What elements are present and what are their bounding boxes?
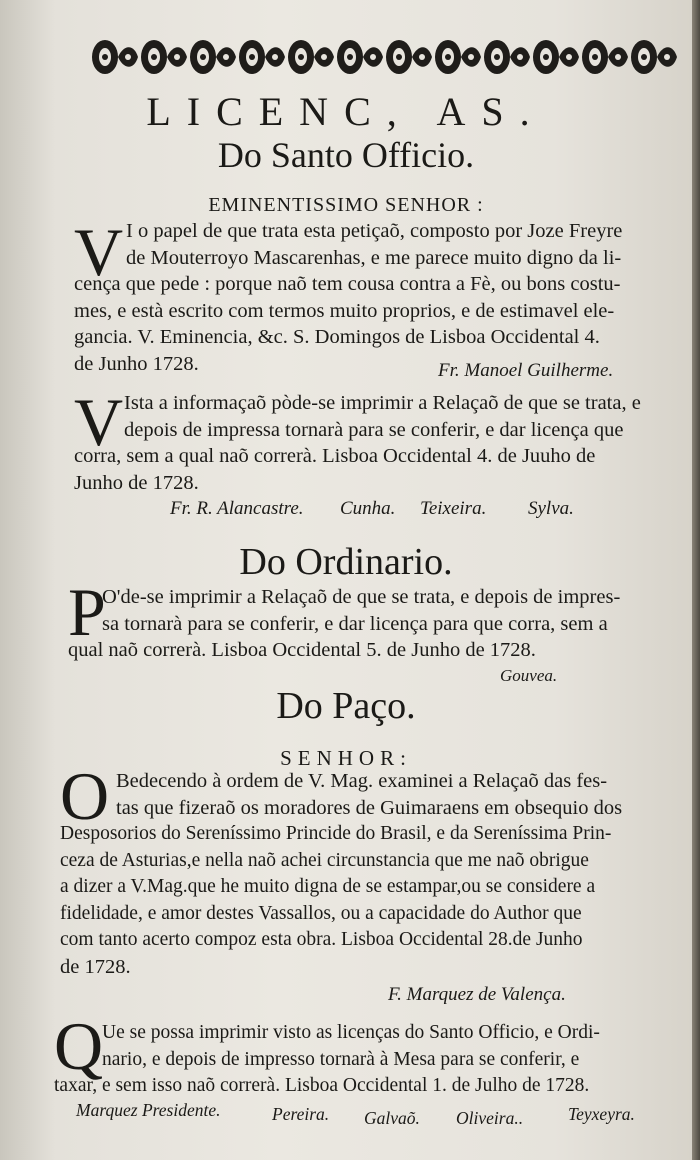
text-line: qual naõ correrà. Lisboa Occidental 5. de Junho de 1728. — [68, 639, 536, 661]
text-line: Ue se possa imprimir visto as licenças do Santo Officio, e Ordi- — [102, 1022, 600, 1043]
book-spine-edge — [692, 0, 700, 1160]
text-line: O'de-se imprimir a Relaçaõ de que se trata, e depois de impres- — [102, 586, 621, 608]
salutation: SENHOR: — [280, 746, 412, 770]
signature: Oliveira.. — [456, 1108, 524, 1128]
text-line: a dizer a V.Mag.que he muito digna de se estampar,ou se considere a — [60, 876, 596, 897]
text-line: gancia. V. Eminencia, &c. S. Domingos de Lisboa Occidental 4. — [74, 326, 600, 348]
ornamental-header-band — [90, 30, 680, 84]
signature: Teyxeyra. — [568, 1104, 635, 1124]
text-line: Junho de 1728. — [74, 471, 199, 494]
signature: Gouvea. — [500, 666, 558, 685]
text-line: tas que fizeraõ os moradores de Guimaraens em obsequio dos — [116, 796, 623, 819]
signature: Galvaõ. — [364, 1108, 420, 1128]
text-line: mes, e està escrito com termos muito proprios, e de estimavel ele- — [74, 299, 615, 322]
text-line: nario, e depois de impresso tornarà à Mesa para se conferir, e — [102, 1048, 580, 1070]
text-line: taxar, e sem isso naõ correrà. Lisboa Occidental 1. de Julho de 1728. — [54, 1075, 590, 1096]
text-line: fidelidade, e amor destes Vassallos, ou a capacidade do Author que — [60, 902, 582, 924]
text-line: de Mouterroyo Mascarenhas, e me parece muito digno da li- — [126, 246, 622, 269]
text-line: Bedecendo à ordem de V. Mag. examinei a Relaçaõ das fes- — [116, 770, 608, 792]
page-title: LICENC, AS. — [146, 89, 546, 134]
dropcap: V — [74, 214, 124, 290]
page-subtitle: Do Santo Officio. — [217, 135, 475, 175]
paragraph-santo-officio — [74, 214, 623, 377]
signature: Sylva. — [528, 498, 574, 519]
section-heading-ordinario: Do Ordinario. — [239, 541, 453, 583]
signature: Cunha. — [340, 498, 396, 519]
signature: Pereira. — [272, 1104, 330, 1124]
paragraph-mesa — [54, 1020, 600, 1100]
text-line: de 1728. — [60, 955, 131, 978]
text-line: depois de impressa tornarà para se conferir, e dar licença que — [124, 418, 624, 441]
text-line: Ista a informaçaõ pòde-se imprimir a Relaçaõ de que se trata, e — [124, 392, 641, 414]
dropcap: V — [74, 384, 124, 460]
text-line: Desposorios do Sereníssimo Princide do Brasil, e da Sereníssima Prin- — [60, 823, 612, 844]
dropcap: Q — [54, 1008, 104, 1084]
text-line: com tanto acerto compoz esta obra. Lisboa Occidental 28.de Junho — [60, 929, 583, 950]
section-heading-paco: Do Paço. — [276, 685, 416, 727]
text-line: I o papel de que trata esta petiçaõ, composto por Joze Freyre — [126, 220, 623, 242]
text-line: cença que pede : porque naõ tem cousa contra a Fè, ou bons costu- — [74, 273, 621, 295]
dropcap: O — [60, 758, 110, 834]
text-line: ceza de Asturias,e nella naõ achei circunstancia que me naõ obrigue — [60, 849, 589, 871]
text-line: de Junho 1728. — [74, 352, 199, 375]
dropcap: P — [68, 574, 106, 650]
text-line: sa tornarà para se conferir, e dar licença para que corra, sem a — [102, 612, 608, 635]
signature: Fr. R. Alancastre. — [170, 498, 304, 519]
section-heading-eminentissimo: EMINENTISSIMO SENHOR : — [208, 194, 484, 216]
text-line: corra, sem a qual naõ correrà. Lisboa Occidental 4. de Juuho de — [74, 445, 596, 467]
signature: Marquez Presidente. — [76, 1100, 221, 1120]
paragraph-informacao — [74, 384, 641, 496]
signature: Fr. Manoel Guilherme. — [438, 360, 614, 381]
paragraph-ordinario — [68, 574, 621, 664]
signature: F. Marquez de Valença. — [388, 984, 566, 1005]
signature: Teixeira. — [420, 498, 487, 519]
